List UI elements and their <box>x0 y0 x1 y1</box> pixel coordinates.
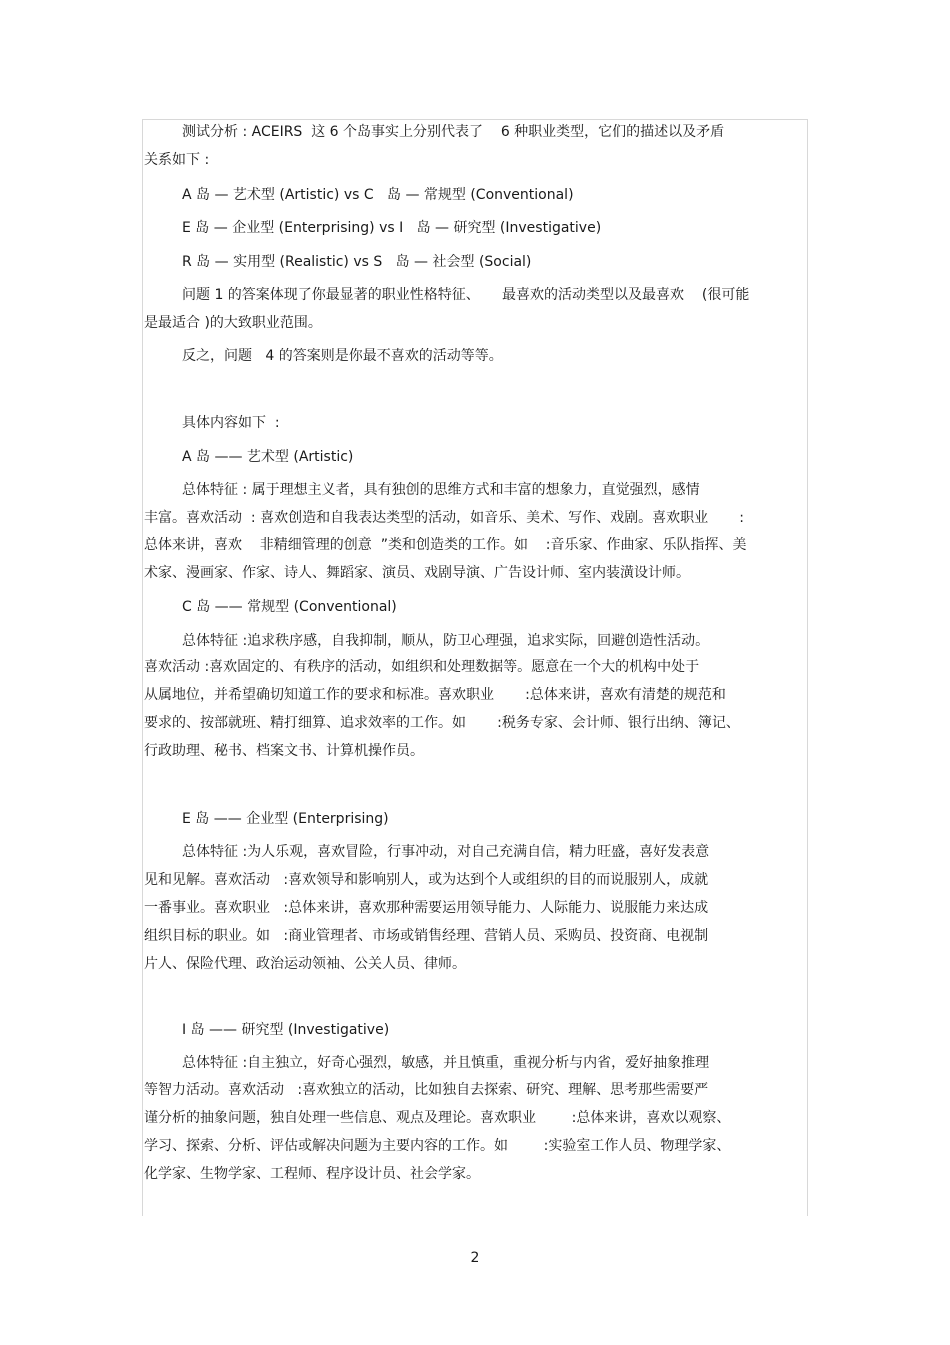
text-line: 问题 1 的答案体现了你最显著的职业性格特征、 最喜欢的活动类型以及最喜欢 (很可能 <box>182 287 750 303</box>
text-line: E 岛 — 企业型 (Enterprising) vs I 岛 — 研究型 (Investigative) <box>182 220 602 236</box>
page-number: 2 <box>470 1250 480 1266</box>
text-line: 术家、漫画家、作家、诗人、舞蹈家、演员、戏剧导演、广告设计师、室内装潢设计师。 <box>144 565 690 581</box>
text-line: 行政助理、秘书、档案文书、计算机操作员。 <box>144 743 424 759</box>
text-line: 丰富。喜欢活动 : 喜欢创造和自我表达类型的活动，如音乐、美术、写作、戏剧。喜欢职业 : <box>144 510 744 526</box>
text-line: 测试分析 : ACEIRS 这 6 个岛事实上分别代表了 6 种职业类型，它们的描述以及矛盾 <box>182 124 725 140</box>
section-heading: A 岛 —— 艺术型 (Artistic) <box>182 449 354 465</box>
text-line: 组织目标的职业。如 :商业管理者、市场或销售经理、营销人员、采购员、投资商、电视制 <box>144 928 709 944</box>
text-line: 等智力活动。喜欢活动 :喜欢独立的活动，比如独自去探索、研究、理解、思考那些需要严 <box>144 1082 709 1098</box>
section-heading: C 岛 —— 常规型 (Conventional) <box>182 599 397 615</box>
text-line: 具体内容如下 : <box>182 415 280 431</box>
text-line: 反之，问题 4 的答案则是你最不喜欢的活动等等。 <box>182 348 503 364</box>
text-line: 总体特征 :为人乐观，喜欢冒险，行事冲动，对自己充满自信，精力旺盛，喜好发表意 <box>182 844 710 860</box>
section-heading: E 岛 —— 企业型 (Enterprising) <box>182 811 389 827</box>
text-line: 要求的、按部就班、精打细算、追求效率的工作。如 :税务专家、会计师、银行出纳、簿记、 <box>144 715 740 731</box>
text-line: 片人、保险代理、政治运动领袖、公关人员、律师。 <box>144 956 466 972</box>
text-line: 见和见解。喜欢活动 :喜欢领导和影响别人，或为达到个人或组织的目的而说服别人，成就 <box>144 872 709 888</box>
text-line: 总体特征 : 属于理想主义者，具有独创的思维方式和丰富的想象力，直觉强烈，感情 <box>182 482 700 498</box>
section-heading: I 岛 —— 研究型 (Investigative) <box>182 1022 390 1038</box>
text-line: 一番事业。喜欢职业 :总体来讲，喜欢那种需要运用领导能力、人际能力、说服能力来达成 <box>144 900 709 916</box>
text-line: 学习、探索、分析、评估或解决问题为主要内容的工作。如 :实验室工作人员、物理学家、 <box>144 1138 731 1154</box>
text-line: 从属地位，并希望确切知道工作的要求和标准。喜欢职业 :总体来讲，喜欢有清楚的规范和 <box>144 687 726 703</box>
text-line: 是最适合 )的大致职业范围。 <box>144 315 322 331</box>
text-line: R 岛 — 实用型 (Realistic) vs S 岛 — 社会型 (Social) <box>182 254 532 270</box>
text-line: 总体特征 :自主独立，好奇心强烈，敏感，并且慎重，重视分析与内省，爱好抽象推理 <box>182 1055 710 1071</box>
text-line: 总体来讲，喜欢 非精细管理的创意 ”类和创造类的工作。如 :音乐家、作曲家、乐队指挥、美 <box>144 537 747 553</box>
text-line: 关系如下 : <box>144 152 210 168</box>
text-line: 喜欢活动 :喜欢固定的、有秩序的活动，如组织和处理数据等。愿意在一个大的机构中处于 <box>144 659 700 675</box>
text-line: A 岛 — 艺术型 (Artistic) vs C 岛 — 常规型 (Conventional) <box>182 187 574 203</box>
text-line: 总体特征 :追求秩序感，自我抑制，顺从，防卫心理强，追求实际，回避创造性活动。 <box>182 633 710 649</box>
text-line: 化学家、生物学家、工程师、程序设计员、社会学家。 <box>144 1166 480 1182</box>
text-line: 谨分析的抽象问题，独自处理一些信息、观点及理论。喜欢职业 :总体来讲，喜欢以观察、 <box>144 1110 731 1126</box>
